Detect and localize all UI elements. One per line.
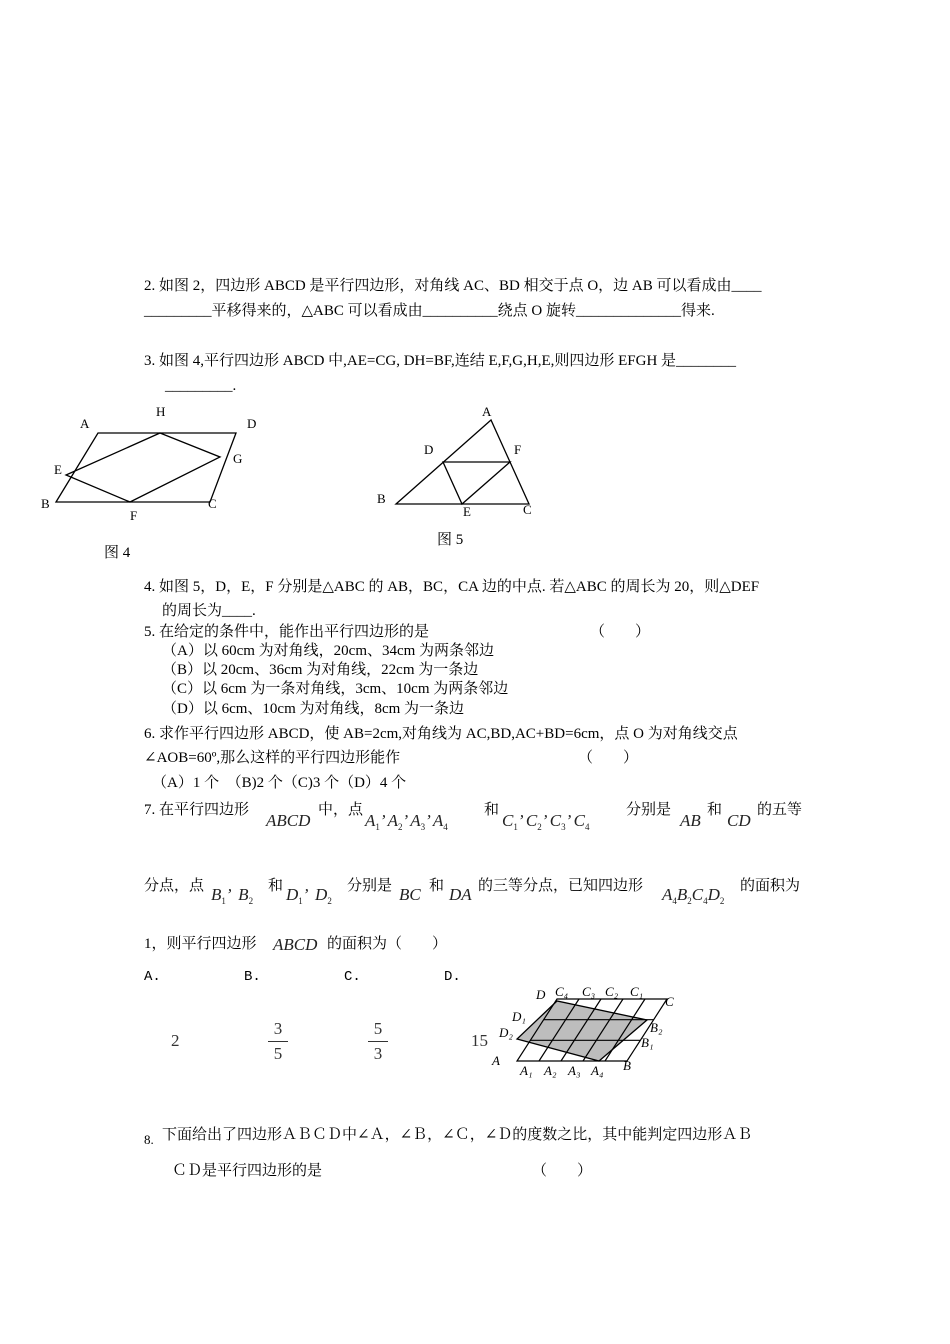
q7-text-10: 和 xyxy=(429,878,445,894)
label-c3: C₃ xyxy=(582,984,596,999)
q6-line1: 6. 求作平行四边形 ABCD，使 AB=2cm,对角线为 AC,BD,AC+BD=6cm，点 O 为对角线交点 xyxy=(144,726,738,742)
q6-line2: ∠AOB=60º,那么这样的平行四边形能作 xyxy=(144,750,401,766)
q7-text-3: 和 xyxy=(484,802,500,818)
label-f: F xyxy=(130,508,138,523)
label-a3: A₃ xyxy=(568,1063,581,1078)
q7-option-c-fraction xyxy=(368,1019,388,1064)
q5-option-a: （A）以 60cm 为对角线，20cm、34cm 为两条邻边 xyxy=(162,643,495,659)
q7-points-a: $A_1$’ $A_2$’ $A_3$’ $A_4$ xyxy=(365,811,448,832)
label-b: B xyxy=(377,491,386,506)
label-b2: B₂ xyxy=(650,1020,663,1035)
q4-line1: 4. 如图 5，D，E，F 分别是△ABC 的 AB，BC，CA 边的中点. 若△ABC 的周长为 20，则△DEF xyxy=(144,579,760,595)
q3-line1: 3. 如图 4,平行四边形 ABCD 中,AE=CG, DH=BF,连结 E,F,G,H,E,则四边形 EFGH 是________ xyxy=(144,353,737,369)
q7-text-7: 分点，点 xyxy=(144,878,205,894)
q2-line2: _________平移得来的，△ABC 可以看成由__________绕点 O 旋转______________得来. xyxy=(144,303,715,319)
q5-stem: 5. 在给定的条件中，能作出平行四边形的是 xyxy=(144,624,430,640)
label-a: A xyxy=(80,416,90,431)
figure-4 xyxy=(30,395,290,535)
q7-text-14: 的面积为（ ） xyxy=(327,936,448,952)
q5-option-d: （D）以 6cm、10cm 为对角线，8cm 为一条边 xyxy=(162,701,465,717)
q7-option-c-letter: C. xyxy=(344,969,361,985)
q7-text-9: 分别是 xyxy=(347,878,393,894)
q7-bc: BC xyxy=(399,885,421,904)
q7-text-13: 1，则平行四边形 xyxy=(144,936,257,952)
quadrilateral-efgh xyxy=(66,433,220,502)
label-c: C xyxy=(523,502,532,517)
q7-option-b-fraction xyxy=(268,1019,288,1064)
fig4-caption: 图 4 xyxy=(104,545,131,561)
q7-abcd: ABCD xyxy=(266,811,311,830)
q7-text-5: 和 xyxy=(707,802,723,818)
label-b1: B₁ xyxy=(641,1035,654,1050)
q7-text-8: 和 xyxy=(268,878,284,894)
q8-line2: ＣＤ是平行四边形的是 xyxy=(172,1163,323,1179)
label-c: C xyxy=(665,994,674,1009)
fig5-caption: 图 5 xyxy=(437,532,464,548)
q7-text-6: 的五等 xyxy=(757,802,803,818)
q7-ab: AB xyxy=(680,811,701,830)
q7-da: DA xyxy=(449,885,472,904)
label-c2: C₂ xyxy=(605,984,619,999)
q7-option-a-letter: A. xyxy=(144,969,161,985)
q7-cd: CD xyxy=(727,811,751,830)
label-d: D xyxy=(247,416,257,431)
label-d1: D₁ xyxy=(512,1009,526,1024)
label-a2: A₂ xyxy=(544,1063,557,1078)
label-b: B xyxy=(623,1058,631,1073)
q7-abcd-2: ABCD xyxy=(273,935,318,954)
label-f: F xyxy=(514,442,522,457)
figure-5 xyxy=(370,398,550,528)
label-d2: D₂ xyxy=(499,1025,513,1040)
q7-option-a-value: 2 xyxy=(171,1031,180,1050)
q8-number: 8. xyxy=(144,1132,154,1147)
q3-line2: _________. xyxy=(165,378,237,394)
label-c4: C₄ xyxy=(555,984,569,999)
q5-option-b: （B）以 20cm、36cm 为对角线，22cm 为一条边 xyxy=(162,662,479,678)
label-e: E xyxy=(463,504,471,519)
label-c: C xyxy=(208,496,217,511)
label-h: H xyxy=(156,404,166,419)
label-a1: A₁ xyxy=(520,1063,533,1078)
q6-options: （A）1 个 （B)2 个（C)3 个（D）4 个 xyxy=(152,775,407,791)
fraction-numerator: 5 xyxy=(373,1019,383,1038)
q7-text-4: 分别是 xyxy=(626,802,672,818)
q5-option-c: （C）以 6cm 为一条对角线，3cm、10cm 为两条邻边 xyxy=(162,681,509,697)
q5-answer-paren: （ ） xyxy=(590,624,651,640)
fraction-denominator: 5 xyxy=(273,1044,283,1063)
q7-option-d-value: 15 xyxy=(471,1031,488,1050)
q7-text-2: 中，点 xyxy=(318,802,364,818)
fraction-numerator: 3 xyxy=(273,1019,283,1038)
label-d: D xyxy=(536,987,546,1002)
label-c1: C₁ xyxy=(630,984,644,999)
q7-points-c: $C_1$’ $C_2$’ $C_3$’ $C_4$ xyxy=(502,811,590,832)
q7-points-b: $B_1$’ $B_2$ xyxy=(211,885,254,906)
q6-answer-paren: （ ） xyxy=(578,750,639,766)
q7-quad-a4b2c4d2: $A_4B_2C_4D_2$ xyxy=(662,885,725,906)
q8-line1: 下面给出了四边形ＡＢＣＤ中∠Ａ，∠Ｂ，∠Ｃ，∠Ｄ的度数之比，其中能判定四边形ＡＢ xyxy=(162,1127,753,1143)
fraction-bar xyxy=(368,1041,388,1042)
label-a4: A₄ xyxy=(591,1063,604,1078)
label-d: D xyxy=(424,442,434,457)
figure-q7-grid xyxy=(490,980,690,1080)
q7-text-1: 7. 在平行四边形 xyxy=(144,802,250,818)
label-a: A xyxy=(482,404,492,419)
q7-option-b-letter: B. xyxy=(244,969,261,985)
fraction-denominator: 3 xyxy=(373,1044,383,1063)
label-g: G xyxy=(233,451,243,466)
label-e: E xyxy=(54,462,62,477)
q7-points-d: $D_1$’ $D_2$ xyxy=(286,885,332,906)
triangle-def xyxy=(443,462,510,504)
q2-line1: 2. 如图 2，四边形 ABCD 是平行四边形，对角线 AC、BD 相交于点 O，边 AB 可以看成由____ xyxy=(144,278,762,294)
q8-answer-paren: （ ） xyxy=(532,1163,593,1179)
q7-text-11: 的三等分点，已知四边形 xyxy=(478,878,644,894)
label-b: B xyxy=(41,496,50,511)
label-a: A xyxy=(492,1053,500,1068)
q7-option-d-letter: D. xyxy=(444,969,461,985)
fraction-bar xyxy=(268,1041,288,1042)
q4-line2: 的周长为____. xyxy=(162,603,256,619)
q7-text-12: 的面积为 xyxy=(740,878,801,894)
